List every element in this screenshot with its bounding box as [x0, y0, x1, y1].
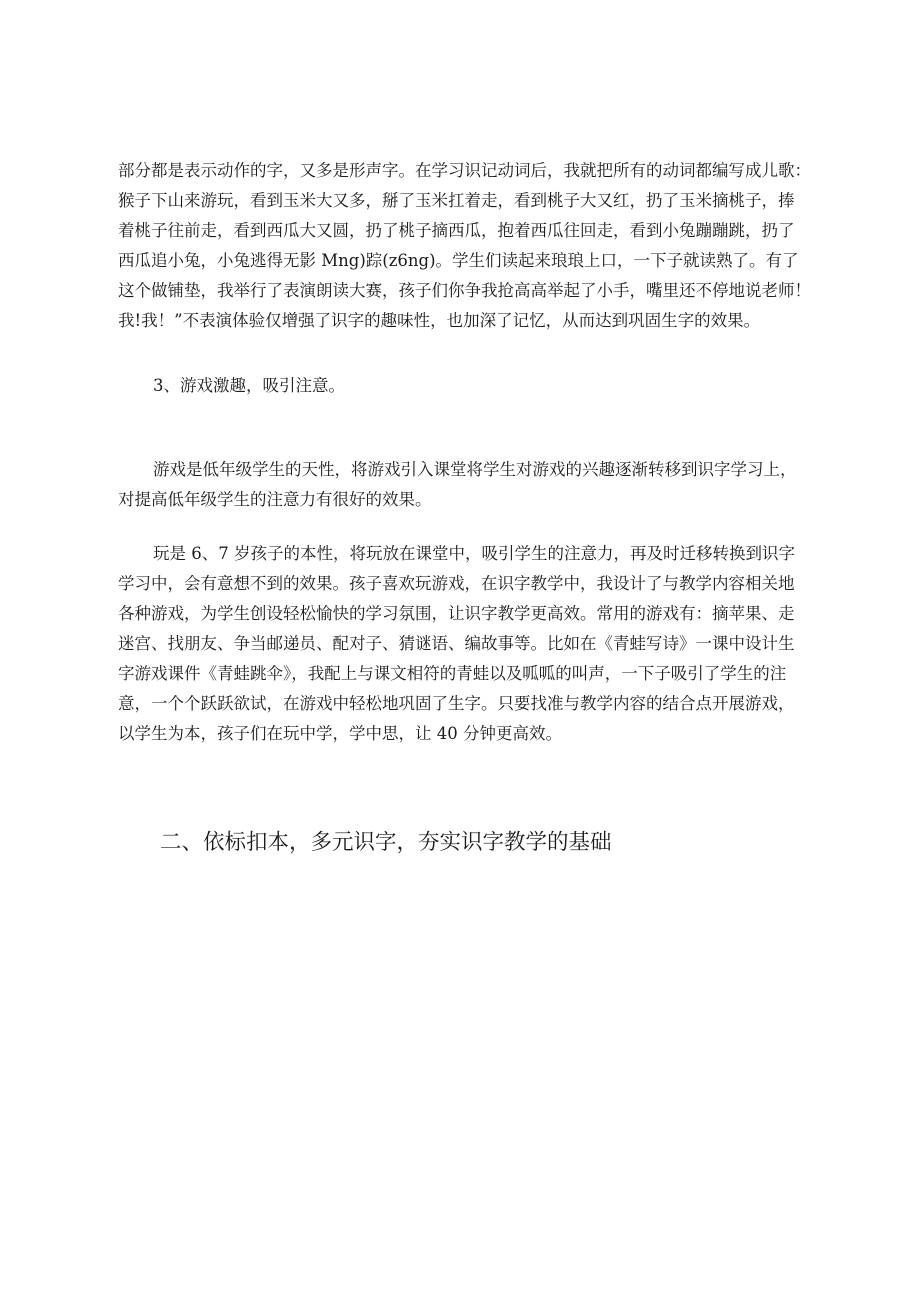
text-line: 西瓜追小兔，小兔逃得无影 Mng)踪(z6ng)。学生们读起来琅琅上口，一下子就读熟了。有了	[118, 251, 799, 270]
text-line: 学习中，会有意想不到的效果。孩子喜欢玩游戏，在识字教学中，我设计了与教学内容相关地	[118, 574, 795, 593]
paragraph-play-in-class	[118, 539, 808, 749]
text-line: 着桃子往前走，看到西瓜大又圆，扔了桃子摘西瓜，抱着西瓜往回走，看到小兔蹦蹦跳，扔了	[118, 221, 795, 240]
text-line: 部分都是表示动作的字，又多是形声字。在学习识记动词后，我就把所有的动词都编写成儿歌：	[118, 161, 811, 180]
text-line: 各种游戏，为学生创设轻松愉快的学习氛围，让识字教学更高效。常用的游戏有：摘苹果、走	[118, 604, 795, 623]
text-line: 我!我！”不表演体验仅增强了识字的趣味性，也加深了记忆，从而达到巩固生字的效果。	[118, 311, 761, 330]
text-line: 字游戏课件《青蛙跳伞》，我配上与课文相符的青蛙以及呱呱的叫声，一下子吸引了学生的注	[118, 664, 787, 683]
section-heading: 二、依标扣本，多元识字，夯实识字教学的基础	[160, 830, 612, 855]
text-line: 3、游戏激趣，吸引注意。	[153, 376, 345, 395]
text-line: 以学生为本，孩子们在玩中学，学中思，让 40 分钟更高效。	[118, 724, 562, 743]
text-line: 猴子下山来游玩，看到玉米大又多，掰了玉米扛着走，看到桃子大又红，扔了玉米摘桃子，捧	[118, 191, 795, 210]
text-line: 这个做铺垫，我举行了表演朗读大赛，孩子们你争我抢高高举起了小手，嘴里还不停地说老师！	[118, 281, 811, 300]
subheading-games-attention	[118, 371, 808, 401]
text-line: 对提高低年级学生的注意力有很好的效果。	[118, 490, 432, 509]
paragraph-action-words-rhyme	[118, 156, 811, 336]
text-line: 游戏是低年级学生的天性，将游戏引入课堂将学生对游戏的兴趣逐渐转移到识字学习上，	[153, 460, 797, 479]
text-line: 意，一个个跃跃欲试，在游戏中轻松地巩固了生字。只要找准与教学内容的结合点开展游戏，	[118, 694, 795, 713]
text-line: 玩是 6、7 岁孩子的本性，将玩放在课堂中，吸引学生的注意力，再及时迁移转换到识字	[153, 544, 795, 563]
paragraph-games-nature	[118, 455, 808, 515]
text-line: 迷宫、找朋友、争当邮递员、配对子、猜谜语、编故事等。比如在《青蛙写诗》一课中设计生	[118, 634, 795, 653]
